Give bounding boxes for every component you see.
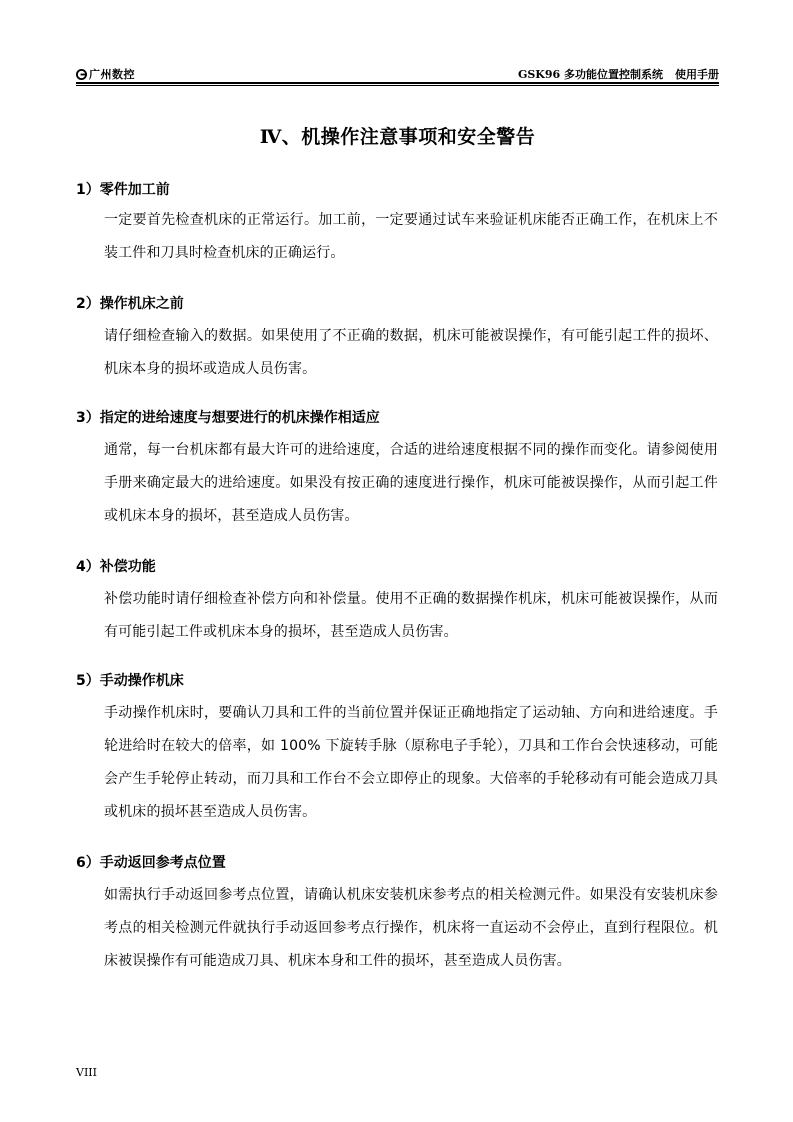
- company-logo: [76, 66, 135, 82]
- page-title: Ⅳ、机操作注意事项和安全警告: [259, 126, 536, 148]
- section-heading: 1）零件加工前: [76, 182, 170, 198]
- manual-type: 使用手册: [675, 68, 719, 81]
- gsk-logo-icon: [76, 69, 87, 80]
- section-heading: 6）手动返回参考点位置: [76, 855, 226, 871]
- product-name: GSK96 多功能位置控制系统: [517, 68, 663, 81]
- company-name: 广州数控: [89, 68, 135, 81]
- manual-title: [518, 66, 719, 82]
- section-body: 手动操作机床时，要确认刀具和工件的当前位置并保证正确地指定了运动轴、方向和进给速度。手轮进给时在较大的倍率，如 100% 下旋转手脉（原称电子手轮），刀具和工作台会快速移动，可能会产生手轮停止转动，而刀具和工作台不会立即停止的现象。大倍率的手轮移动有可能会造成刀具或机床的损坏甚至造成人员伤害。: [104, 705, 718, 820]
- page-number: VIII: [76, 1066, 97, 1079]
- section-body: 补偿功能时请仔细检查补偿方向和补偿量。使用不正确的数据操作机床，机床可能被误操作，从而有可能引起工件或机床本身的损坏，甚至造成人员伤害。: [104, 591, 718, 640]
- header-rule: [76, 82, 719, 84]
- section-heading: 4）补偿功能: [76, 559, 156, 575]
- section-body: 通常，每一台机床都有最大许可的进给速度，合适的进给速度根据不同的操作而变化。请参阅使用手册来确定最大的进给速度。如果没有按正确的速度进行操作，机床可能被误操作，从而引起工件或机床本身的损坏，甚至造成人员伤害。: [104, 442, 718, 524]
- page-header: [76, 62, 719, 84]
- section-heading: 5）手动操作机床: [76, 673, 184, 689]
- section-heading: 2）操作机床之前: [76, 296, 184, 312]
- section-body: 如需执行手动返回参考点位置，请确认机床安装机床参考点的相关检测元件。如果没有安装机床参考点的相关检测元件就执行手动返回参考点行操作，机床将一直运动不会停止，直到行程限位。机床被误操作有可能造成刀具、机床本身和工件的损坏，甚至造成人员伤害。: [104, 887, 718, 969]
- section-body: 一定要首先检查机床的正常运行。加工前，一定要通过试车来验证机床能否正确工作，在机床上不装工件和刀具时检查机床的正确运行。: [104, 212, 718, 261]
- header-rule-thin: [76, 85, 719, 86]
- section-body: 请仔细检查输入的数据。如果使用了不正确的数据，机床可能被误操作，有可能引起工件的损坏、机床本身的损坏或造成人员伤害。: [104, 328, 718, 377]
- section-heading: 3）指定的进给速度与想要进行的机床操作相适应: [76, 410, 380, 426]
